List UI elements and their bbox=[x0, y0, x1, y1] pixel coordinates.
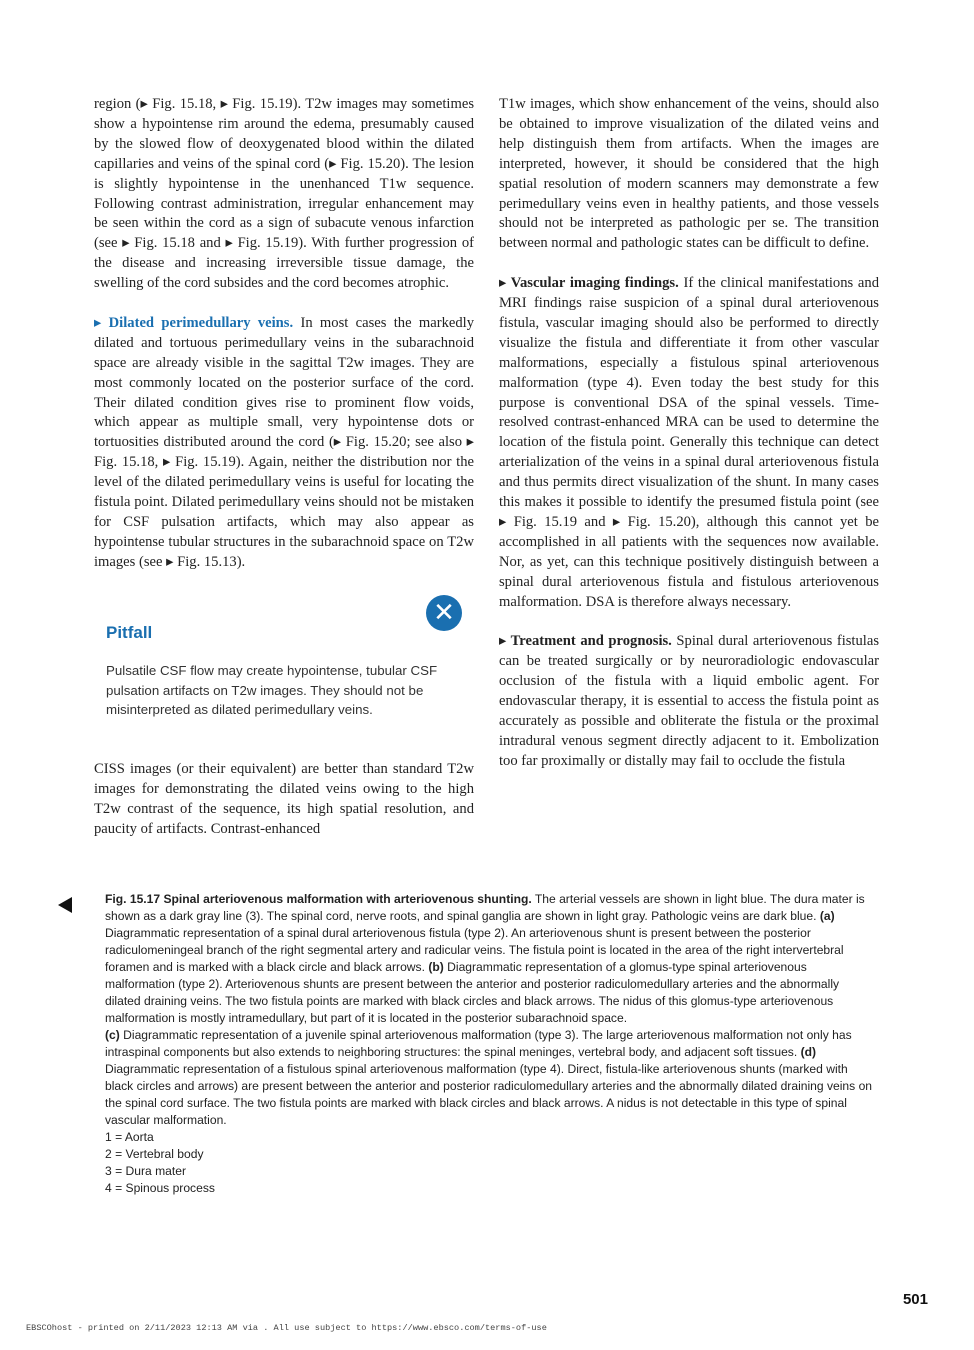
pitfall-box bbox=[94, 595, 474, 735]
caption-text-b: Diagrammatic representation of a glomus-type spinal arteriovenous malformation (type 2). Arteriovenous shunts are present between the anterior and posterior radiculomedullary arteries and the abnormally dilated draining veins. The two fistula points are marked with black circles and black arrows. The nidus of this glomus-type arteriovenous malformation is mostly intramedullary, but part of it is located in the posterior subarachnoid space. bbox=[105, 960, 840, 1025]
close-circle-icon: ✕ bbox=[426, 595, 462, 631]
caption-label-c: (c) bbox=[105, 1028, 120, 1042]
caption-text-c: Diagrammatic representation of a juvenile spinal arteriovenous malformation (type 3). The large arteriovenous malformation not only has intraspinal components but also extends to neighboring structures: the spinal meninges, vertebral body, and adjacent soft tissues. bbox=[105, 1028, 852, 1059]
legend-item: 3 = Dura mater bbox=[105, 1164, 186, 1178]
right-paragraph-1: T1w images, which show enhancement of the veins, should also be obtained to improve visualization of the dilated veins and help distinguish them from artifacts. When the images are interpreted, however, it should be considered that the high spatial resolution of modern scanners may demonstrate a few perimedullary veins even in healthy patients, and those vessels should not be interpreted as pathologic per se. The transition between normal and pathologic states can be difficult to define. bbox=[499, 96, 879, 252]
caption-text-d: Diagrammatic representation of a fistulous spinal arteriovenous malformation (type 4). Direct, fistula-like arteriovenous shunts (marked with black circles and arrows) are present between the anterior and posterior radiculomedullary arteries and the abnormally dilated draining veins on the spinal cord surface. The two fistula points are marked with black circles and black arrows. A nidus is not detectable in this type of spinal vascular malformation. bbox=[105, 1062, 873, 1127]
legend-item: 1 = Aorta bbox=[105, 1130, 154, 1144]
section-heading-dilated-veins: ▸ Dilated perimedullary veins. bbox=[94, 314, 294, 331]
caption-title: Fig. 15.17 Spinal arteriovenous malformation with arteriovenous shunting. bbox=[105, 892, 532, 906]
right-column bbox=[499, 95, 879, 772]
caption-label-d: (d) bbox=[800, 1045, 817, 1059]
left-paragraph-2 bbox=[94, 314, 474, 573]
right-paragraph-3 bbox=[499, 632, 879, 771]
caption-intro: The arterial vessels are shown in light blue. The dura mater is shown as a dark gray line (3). The spinal cord, nerve roots, and spinal ganglia are shown in light gray. Pathologic veins are dark blue. bbox=[105, 892, 865, 923]
caption-label-b: (b) bbox=[428, 960, 444, 974]
pitfall-title: Pitfall bbox=[106, 622, 153, 642]
pitfall-body: Pulsatile CSF flow may create hypointense, tubular CSF pulsation artifacts on T2w images. They should not be misinterpreted as dilated perimedullary veins. bbox=[106, 662, 438, 718]
left-column bbox=[94, 95, 474, 840]
caption-pointer-icon bbox=[58, 897, 72, 913]
left-paragraph-2-text: In most cases the markedly dilated and tortuous perimedullary veins in the subarachnoid space are already visible in the sagittal T2w images. They are most commonly located on the posterior surface of the cord. Their dilated condition gives rise to prominent flow voids, which appear as multiple small, very hypointense dots or tortuosities distributed around the cord (▸ Fig. 15.20; see also ▸ Fig. 15.18, ▸ Fig. 15.19). Again, neither the distribution nor the level of the dilated perimedullary veins is useful for locating the fistula point. Dilated perimedullary veins should not be mistaken for CSF pulsation artifacts, which may also appear as hypointense tubular structures in the subarachnoid space on T2w images (see ▸ Fig. 15.13). bbox=[94, 314, 474, 570]
section-heading-vascular-imaging: ▸ Vascular imaging findings. bbox=[499, 275, 679, 292]
caption-label-a: (a) bbox=[819, 909, 835, 923]
left-paragraph-1: region (▸ Fig. 15.18, ▸ Fig. 15.19). T2w images may sometimes show a hypointense rim around the edema, presumably caused by the slowed flow of deoxygenated blood within the dilated capillaries and veins of the spinal cord (▸ Fig. 15.20). The lesion is slightly hypointense in the unenhanced T1w sequence. Following contrast administration, irregular enhancement may be seen within the cord as a sign of subacute venous infarction (see ▸ Fig. 15.18 and ▸ Fig. 15.19). With further progression of the disease and increasing irreversible tissue damage, the swelling of the cord subsides and the cord becomes atrophic. bbox=[94, 96, 474, 292]
legend-item: 2 = Vertebral body bbox=[105, 1147, 204, 1161]
footer-notice: EBSCOhost - printed on 2/11/2023 12:13 AM via . All use subject to https://www.ebsco.com/terms-of-use bbox=[26, 1323, 547, 1333]
left-paragraph-3: CISS images (or their equivalent) are better than standard T2w images for demonstrating the dilated veins owing to the high T2w contrast of the sequence, its high spatial resolution, and paucity of artifacts. Contrast-enhanced bbox=[94, 761, 474, 838]
page-number: 501 bbox=[902, 1291, 928, 1308]
right-paragraph-2-text: If the clinical manifestations and MRI findings raise suspicion of a spinal dural arteriovenous fistula, vascular imaging should also be performed to directly visualize the fistula and differentiate it from other vascular malformations, especially a fistulous spinal arteriovenous malformation (type 4). Even today the best study for this purpose is conventional DSA of the spinal vessels. Time-resolved contrast-enhanced MRA can be used to determine the location of the fistula point. Generally this technique can detect arterialization of the veins in a spinal dural arteriovenous fistula and thus permits direct visualization of the shunt. In many cases this makes it possible to identify the presumed fistula point (see ▸ Fig. 15.19 and ▸ Fig. 15.20), although this cannot yet be accomplished in all patients with the sequences now available. Nor, as yet, can this technique positively distinguish between a spinal dural arteriovenous fistula and fistulous arteriovenous malformation. DSA is therefore always necessary. bbox=[499, 275, 879, 610]
section-heading-treatment: ▸ Treatment and prognosis. bbox=[499, 633, 672, 650]
legend-item: 4 = Spinous process bbox=[105, 1181, 215, 1195]
right-paragraph-3-text: Spinal dural arteriovenous fistulas can be treated surgically or by neuroradiologic endovascular occlusion of the fistula with a liquid embolic agent. For endovascular therapy, it is essential to access the fistula point as accurately as possible and obliterate the fistula or the proximal intradural venous segment directly adjacent to it. Embolization too far proximally or distally may fail to occlude the fistula bbox=[499, 633, 879, 769]
caption-text-a: Diagrammatic representation of a spinal dural arteriovenous fistula (type 2). An arteriovenous shunt is present between the posterior radiculomeningeal branch of the right segmental artery and radicular veins. The fistula point is located in the area of the right intervertebral foramen and is marked with a black circle and black arrows. bbox=[105, 926, 844, 974]
right-paragraph-2 bbox=[499, 274, 879, 612]
figure-caption bbox=[105, 891, 875, 1197]
